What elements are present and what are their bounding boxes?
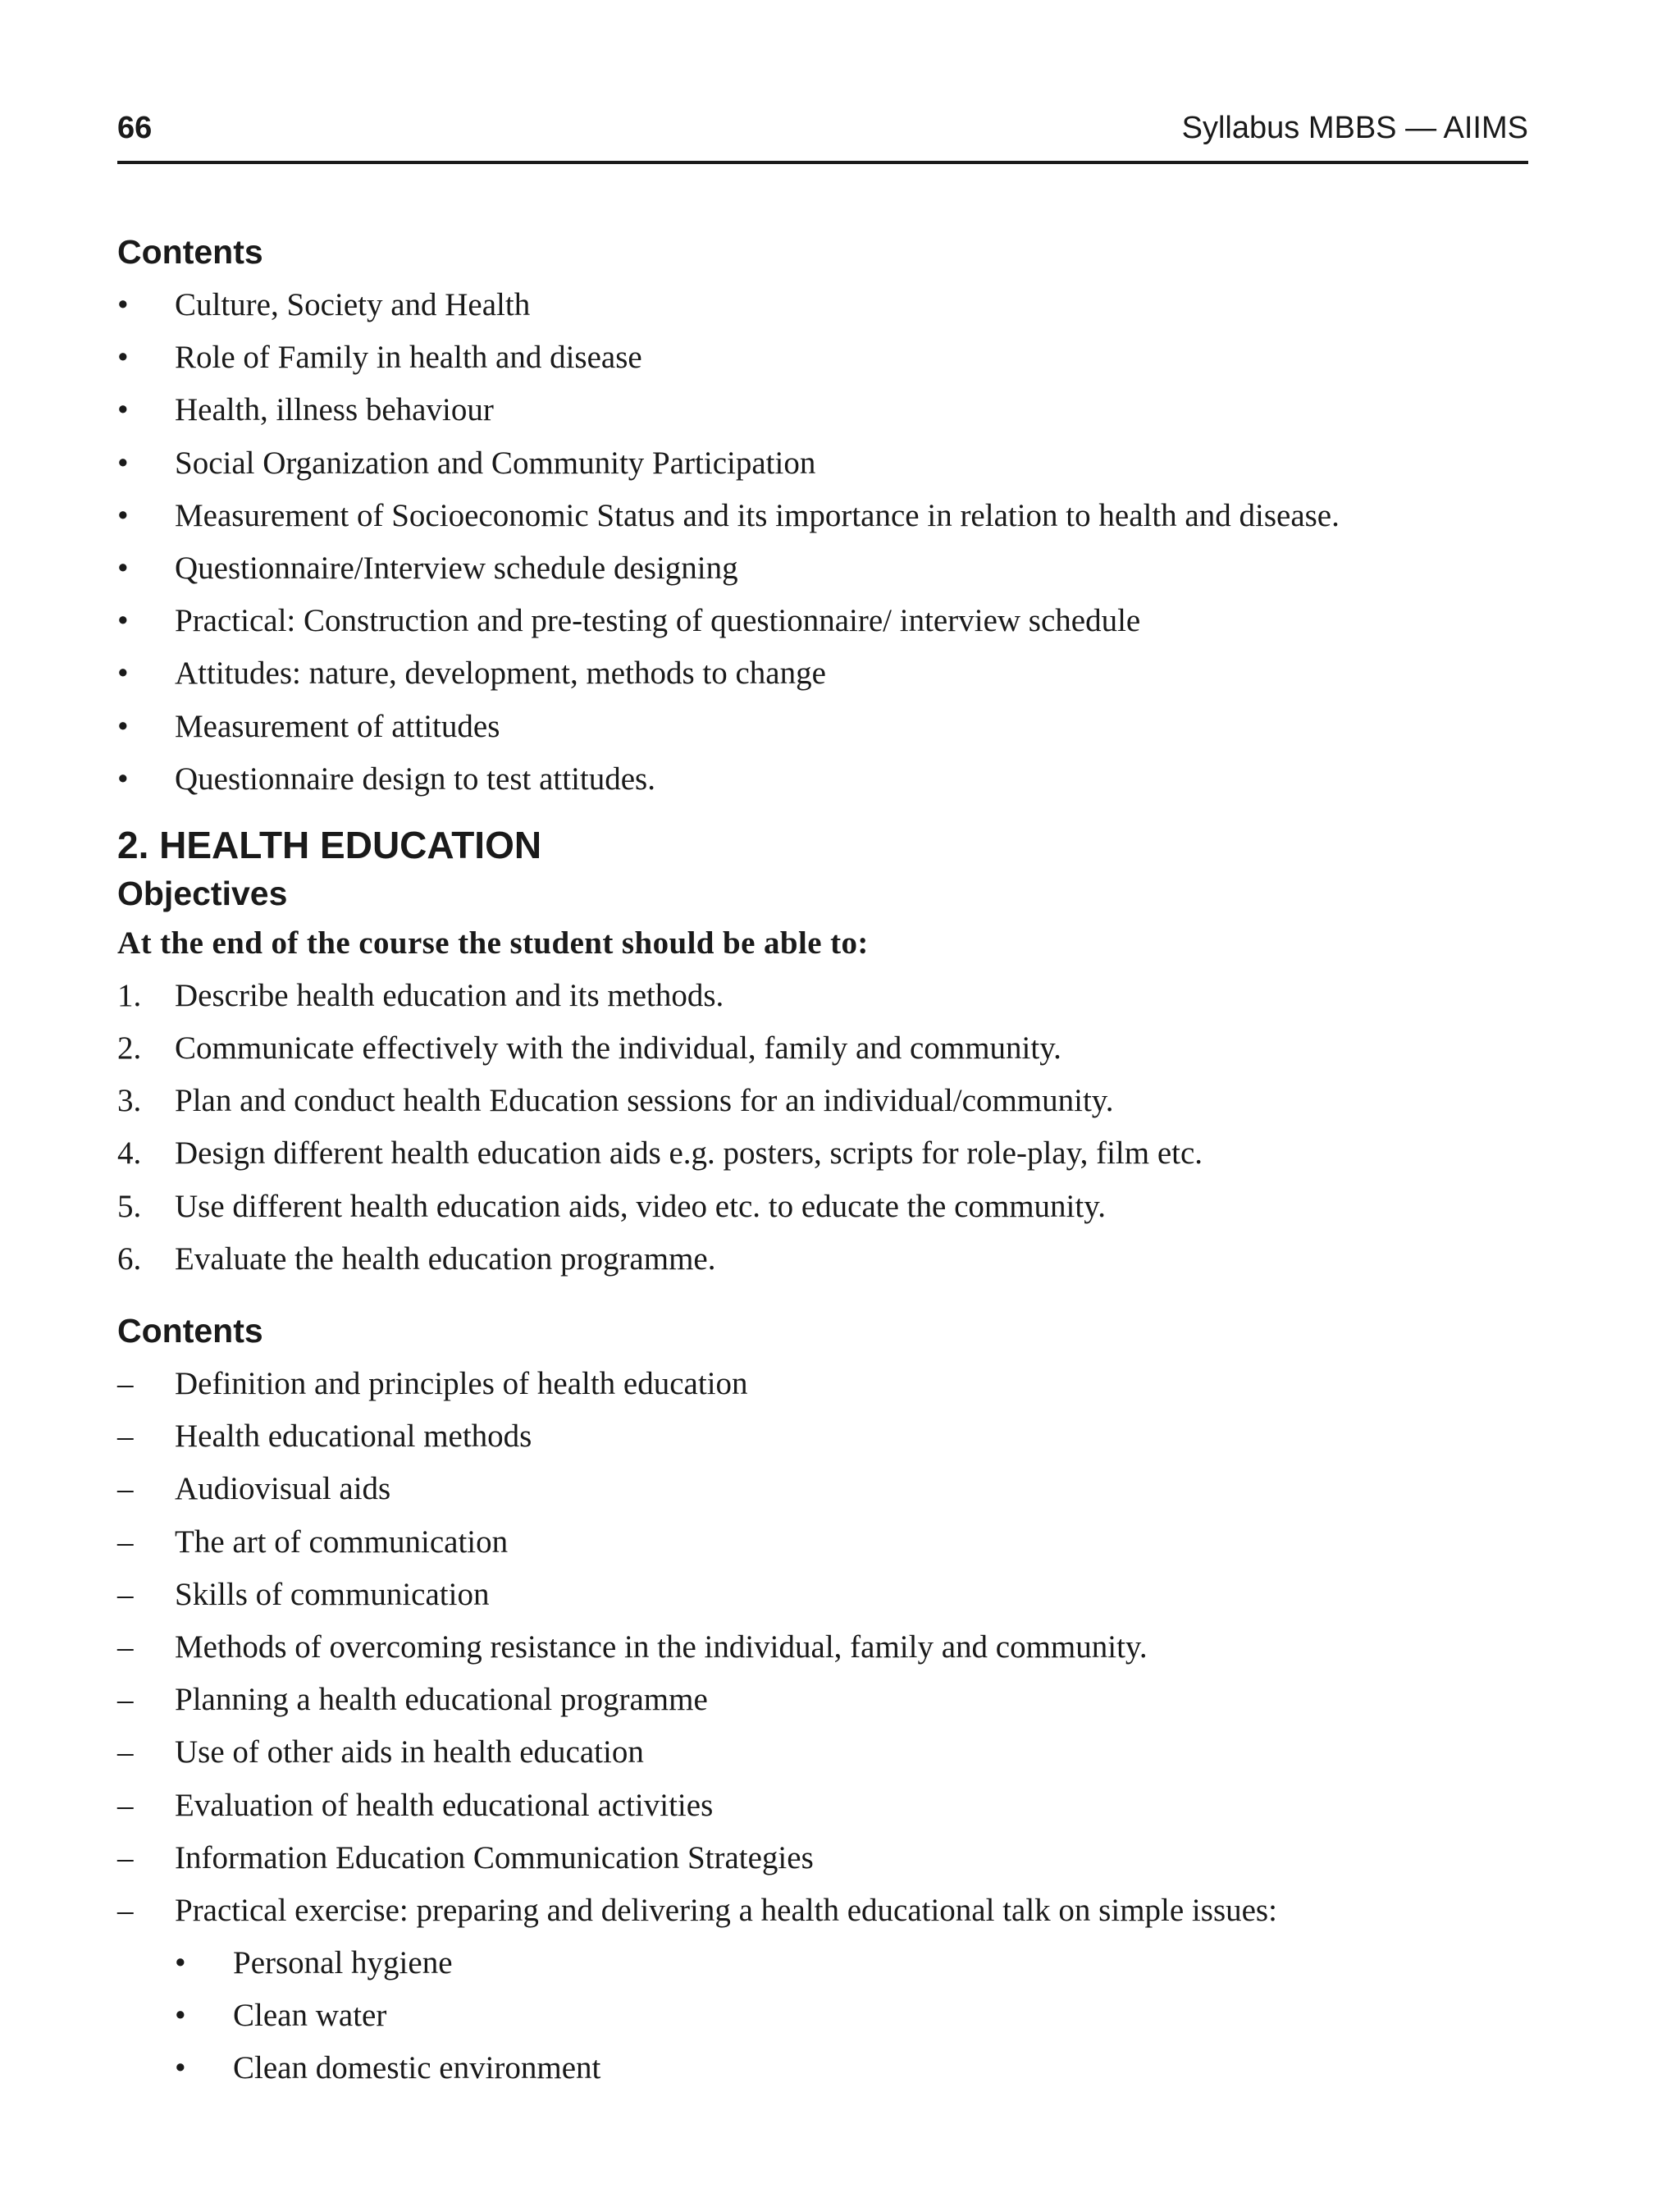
list-item-text: Evaluation of health educational activities: [175, 1787, 714, 1823]
list-item: [117, 1358, 1528, 1410]
list-item-text: Health educational methods: [175, 1419, 532, 1455]
dash-marker: –: [117, 1787, 134, 1823]
list-item: [117, 1621, 1528, 1674]
spacer: [117, 1286, 1528, 1304]
bullet-marker: •: [117, 497, 129, 533]
list-item-text: Use different health education aids, video etc. to educate the community.: [175, 1188, 1106, 1224]
list-item-text: Use of other aids in health education: [175, 1734, 644, 1770]
dash-marker: –: [117, 1629, 134, 1665]
item-number: 6.: [117, 1240, 142, 1277]
dash-marker: –: [117, 1734, 134, 1770]
bullet-marker: •: [117, 656, 129, 692]
health-education-contents-list: [117, 1358, 1528, 1937]
item-number: 4.: [117, 1135, 142, 1172]
list-item: [117, 1463, 1528, 1515]
contents-list: [117, 279, 1528, 806]
list-item: [117, 1127, 1528, 1180]
list-item-text: Methods of overcoming resistance in the individual, family and community.: [175, 1629, 1148, 1665]
list-item-text: Audiovisual aids: [175, 1471, 391, 1507]
list-item-text: Practical: Construction and pre-testing of questionnaire/ interview schedule: [175, 603, 1141, 639]
list-item: [117, 753, 1528, 806]
list-item: [117, 1937, 1528, 1990]
dash-marker: –: [117, 1524, 134, 1560]
list-item: [117, 1410, 1528, 1463]
list-item-text: Personal hygiene: [233, 1945, 453, 1981]
list-item-text: Communicate effectively with the individual, family and community.: [175, 1030, 1061, 1067]
bullet-marker: •: [117, 287, 129, 322]
list-item: [117, 2042, 1528, 2095]
dash-marker: –: [117, 1419, 134, 1455]
list-item: [117, 331, 1528, 384]
list-item: [117, 1832, 1528, 1884]
list-item: [117, 970, 1528, 1022]
list-item-text: Questionnaire/Interview schedule designing: [175, 550, 738, 586]
list-item-text: Questionnaire design to test attitudes.: [175, 761, 655, 797]
dash-marker: –: [117, 1892, 134, 1928]
bullet-marker: •: [175, 1945, 186, 1981]
page-header: [117, 111, 1528, 152]
bullet-marker: •: [117, 708, 129, 744]
dash-marker: –: [117, 1366, 134, 1401]
list-item: [117, 595, 1528, 647]
objectives-intro: At the end of the course the student should be able to:: [117, 925, 869, 961]
list-item: [117, 1779, 1528, 1832]
item-number: 3.: [117, 1083, 142, 1119]
list-item: [117, 384, 1528, 436]
list-item: [117, 490, 1528, 542]
list-item-text: Evaluate the health education programme.: [175, 1240, 716, 1277]
list-item: [117, 1726, 1528, 1779]
list-item: [117, 701, 1528, 753]
section-title: 2. HEALTH EDUCATION: [117, 823, 542, 866]
list-item-text: The art of communication: [175, 1524, 509, 1560]
list-item-text: Social Organization and Community Participation: [175, 445, 816, 481]
list-item: [117, 1884, 1528, 1937]
item-number: 5.: [117, 1188, 142, 1224]
dash-marker: –: [117, 1682, 134, 1718]
list-item-text: Health, illness behaviour: [175, 392, 494, 428]
objectives-heading: Objectives: [117, 874, 288, 912]
bullet-marker: •: [117, 392, 129, 428]
item-number: 2.: [117, 1030, 142, 1067]
list-item-text: Role of Family in health and disease: [175, 340, 642, 376]
list-item: [117, 647, 1528, 700]
page-content: [117, 225, 1528, 2095]
bullet-marker: •: [117, 761, 129, 797]
list-item-text: Attitudes: nature, development, methods to change: [175, 656, 826, 692]
dash-marker: –: [117, 1576, 134, 1612]
bullet-marker: •: [175, 1998, 186, 2034]
list-item: [117, 1233, 1528, 1286]
list-item-text: Design different health education aids e.g. posters, scripts for role-play, film etc.: [175, 1135, 1203, 1172]
list-item: [117, 1516, 1528, 1569]
list-item-text: Practical exercise: preparing and delivering a health educational talk on simple issues:: [175, 1892, 1277, 1928]
list-item-text: Information Education Communication Strategies: [175, 1839, 814, 1875]
practical-topics-sublist: [117, 1937, 1528, 2095]
page-number: 66: [117, 111, 153, 145]
list-item: [117, 1569, 1528, 1621]
list-item: [117, 437, 1528, 490]
list-item: [117, 1075, 1528, 1127]
bullet-marker: •: [117, 550, 129, 586]
list-item-text: Clean water: [233, 1998, 387, 2034]
list-item-text: Planning a health educational programme: [175, 1682, 708, 1718]
bullet-marker: •: [117, 340, 129, 376]
dash-marker: –: [117, 1839, 134, 1875]
bullet-marker: •: [175, 2050, 186, 2086]
list-item-text: Plan and conduct health Education sessions for an individual/community.: [175, 1083, 1114, 1119]
list-item: [117, 279, 1528, 331]
contents-heading: Contents: [117, 1312, 263, 1350]
list-item: [117, 1674, 1528, 1726]
list-item: [117, 1990, 1528, 2042]
list-item-text: Definition and principles of health education: [175, 1366, 748, 1401]
list-item: [117, 1022, 1528, 1075]
running-title: Syllabus MBBS — AIIMS: [1181, 111, 1528, 145]
list-item-text: Describe health education and its methods.: [175, 977, 724, 1013]
list-item-text: Measurement of attitudes: [175, 708, 500, 744]
list-item-text: Skills of communication: [175, 1576, 490, 1612]
contents-heading: Contents: [117, 233, 263, 271]
objectives-list: [117, 970, 1528, 1286]
list-item: [117, 1181, 1528, 1233]
header-rule: [117, 161, 1528, 164]
list-item: [117, 542, 1528, 595]
list-item-text: Clean domestic environment: [233, 2050, 601, 2086]
item-number: 1.: [117, 977, 142, 1013]
dash-marker: –: [117, 1471, 134, 1507]
list-item-text: Culture, Society and Health: [175, 287, 531, 322]
list-item-text: Measurement of Socioeconomic Status and its importance in relation to health and disease.: [175, 497, 1340, 533]
bullet-marker: •: [117, 445, 129, 481]
bullet-marker: •: [117, 603, 129, 639]
